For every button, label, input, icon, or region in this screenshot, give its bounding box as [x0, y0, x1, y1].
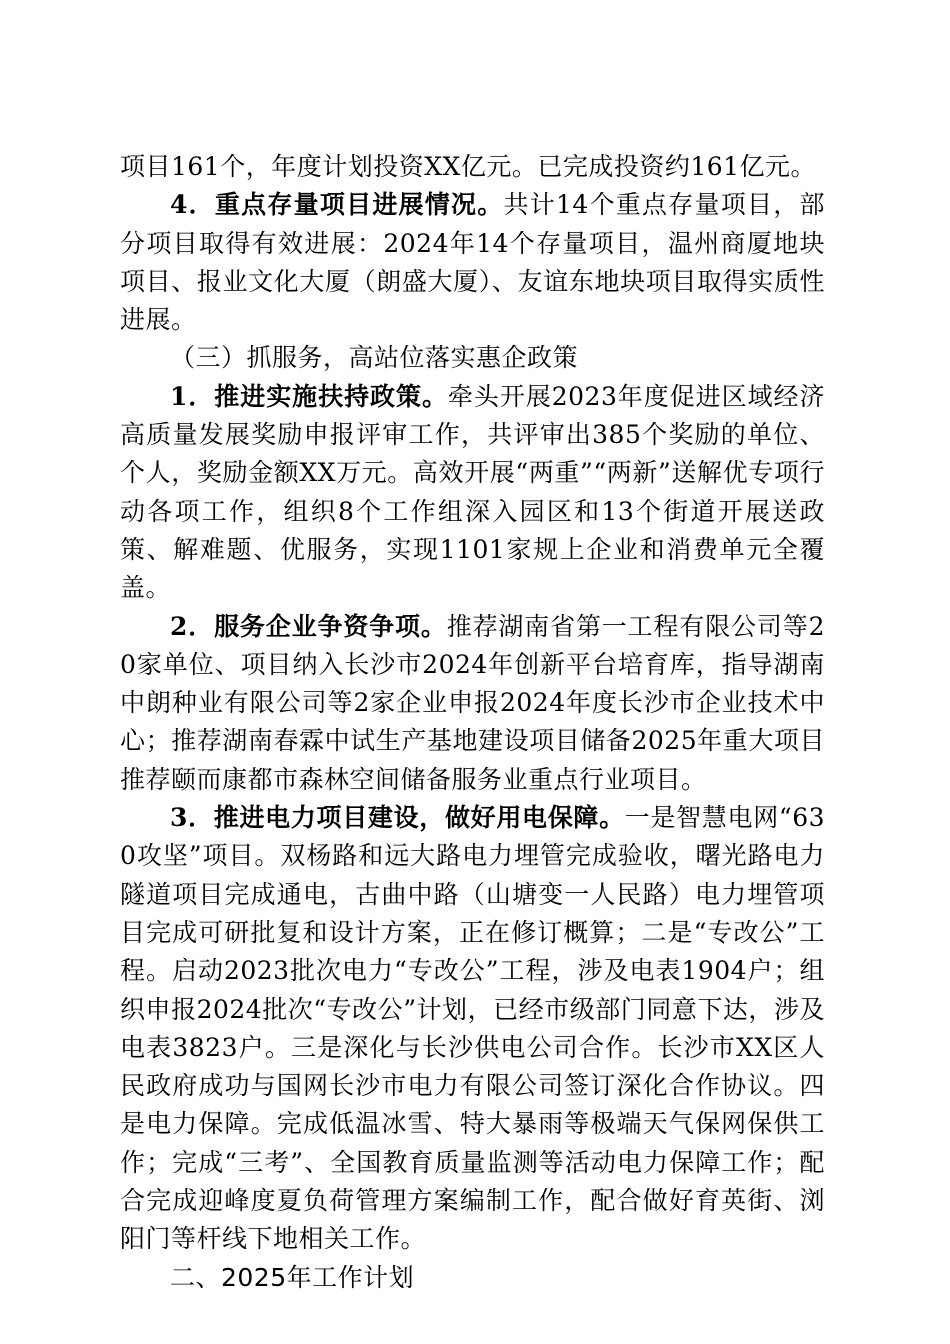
- paragraph-body: 推荐湖南省第一工程有限公司等20家单位、项目纳入长沙市2024年创新平台培育库，指导湖南中朗种业有限公司等2家企业申报2024年度长沙市企业技术中心；推荐湖南春霖中试生产基地建设项目储备2025年重大项目推荐颐而康都市森林空间储备服务业重点行业项目。: [120, 611, 825, 794]
- paragraph-body: 牵头开展2023年度促进区域经济高质量发展奖励申报评审工作，共评审出385个奖励的单位、个人，奖励金额XX万元。高效开展“两重”“两新”送解优专项行动各项工作，组织8个工作组深入园区和13个街道开展送政策、解难题、优服务，实现1101家规上企业和消费单元全覆盖。: [120, 381, 825, 603]
- subsection-title-services: （三）抓服务，高站位落实惠企政策: [170, 343, 579, 373]
- paragraph-support-policies: [120, 378, 825, 608]
- paragraph-body: 共计14个重点存量项目，部分项目取得有效进展：2024年14个存量项目，温州商厦地块项目、报业文化大厦（朗盛大厦）、友谊东地块项目取得实质性进展。: [120, 190, 825, 335]
- paragraph-lead: 4．重点存量项目进展情况。: [170, 190, 504, 220]
- section-title-2025-plan: 二、2025年工作计划: [170, 1262, 415, 1292]
- paragraph-key-stock-projects: [120, 186, 825, 339]
- paragraph-lead: 3．推进电力项目建设，做好用电保障。: [170, 803, 625, 833]
- paragraph-lead: 1．推进实施扶持政策。: [170, 381, 448, 411]
- paragraph-power-projects: [120, 799, 825, 1259]
- paragraph-continuation: 项目161个，年度计划投资XX亿元。已完成投资约161亿元。: [120, 152, 817, 181]
- paragraph-enterprise-funding: [120, 608, 825, 799]
- paragraph-body: 一是智慧电网“630攻坚”项目。双杨路和远大路电力埋管完成验收，曙光路电力隧道项目完成通电，古曲中路（山塘变一人民路）电力埋管项目完成可研批复和设计方案，正在修订概算；二是“专改公”工程。启动2023批次电力“专改公”工程，涉及电表1904户；组织申报2024批次“专改公”计划，已经市级部门同意下达，涉及电表3823户。三是深化与长沙供电公司合作。长沙市XX区人民政府成功与国网长沙市电力有限公司签订深化合作协议。四是电力保障。完成低温冰雪、特大暴雨等极端天气保网保供工作；完成“三考”、全国教育质量监测等活动电力保障工作；配合完成迎峰度夏负荷管理方案编制工作，配合做好育英街、浏阳门等杆线下地相关工作。: [120, 803, 825, 1254]
- document-page: [120, 148, 825, 1297]
- paragraph-lead: 2．服务企业争资争项。: [170, 611, 447, 641]
